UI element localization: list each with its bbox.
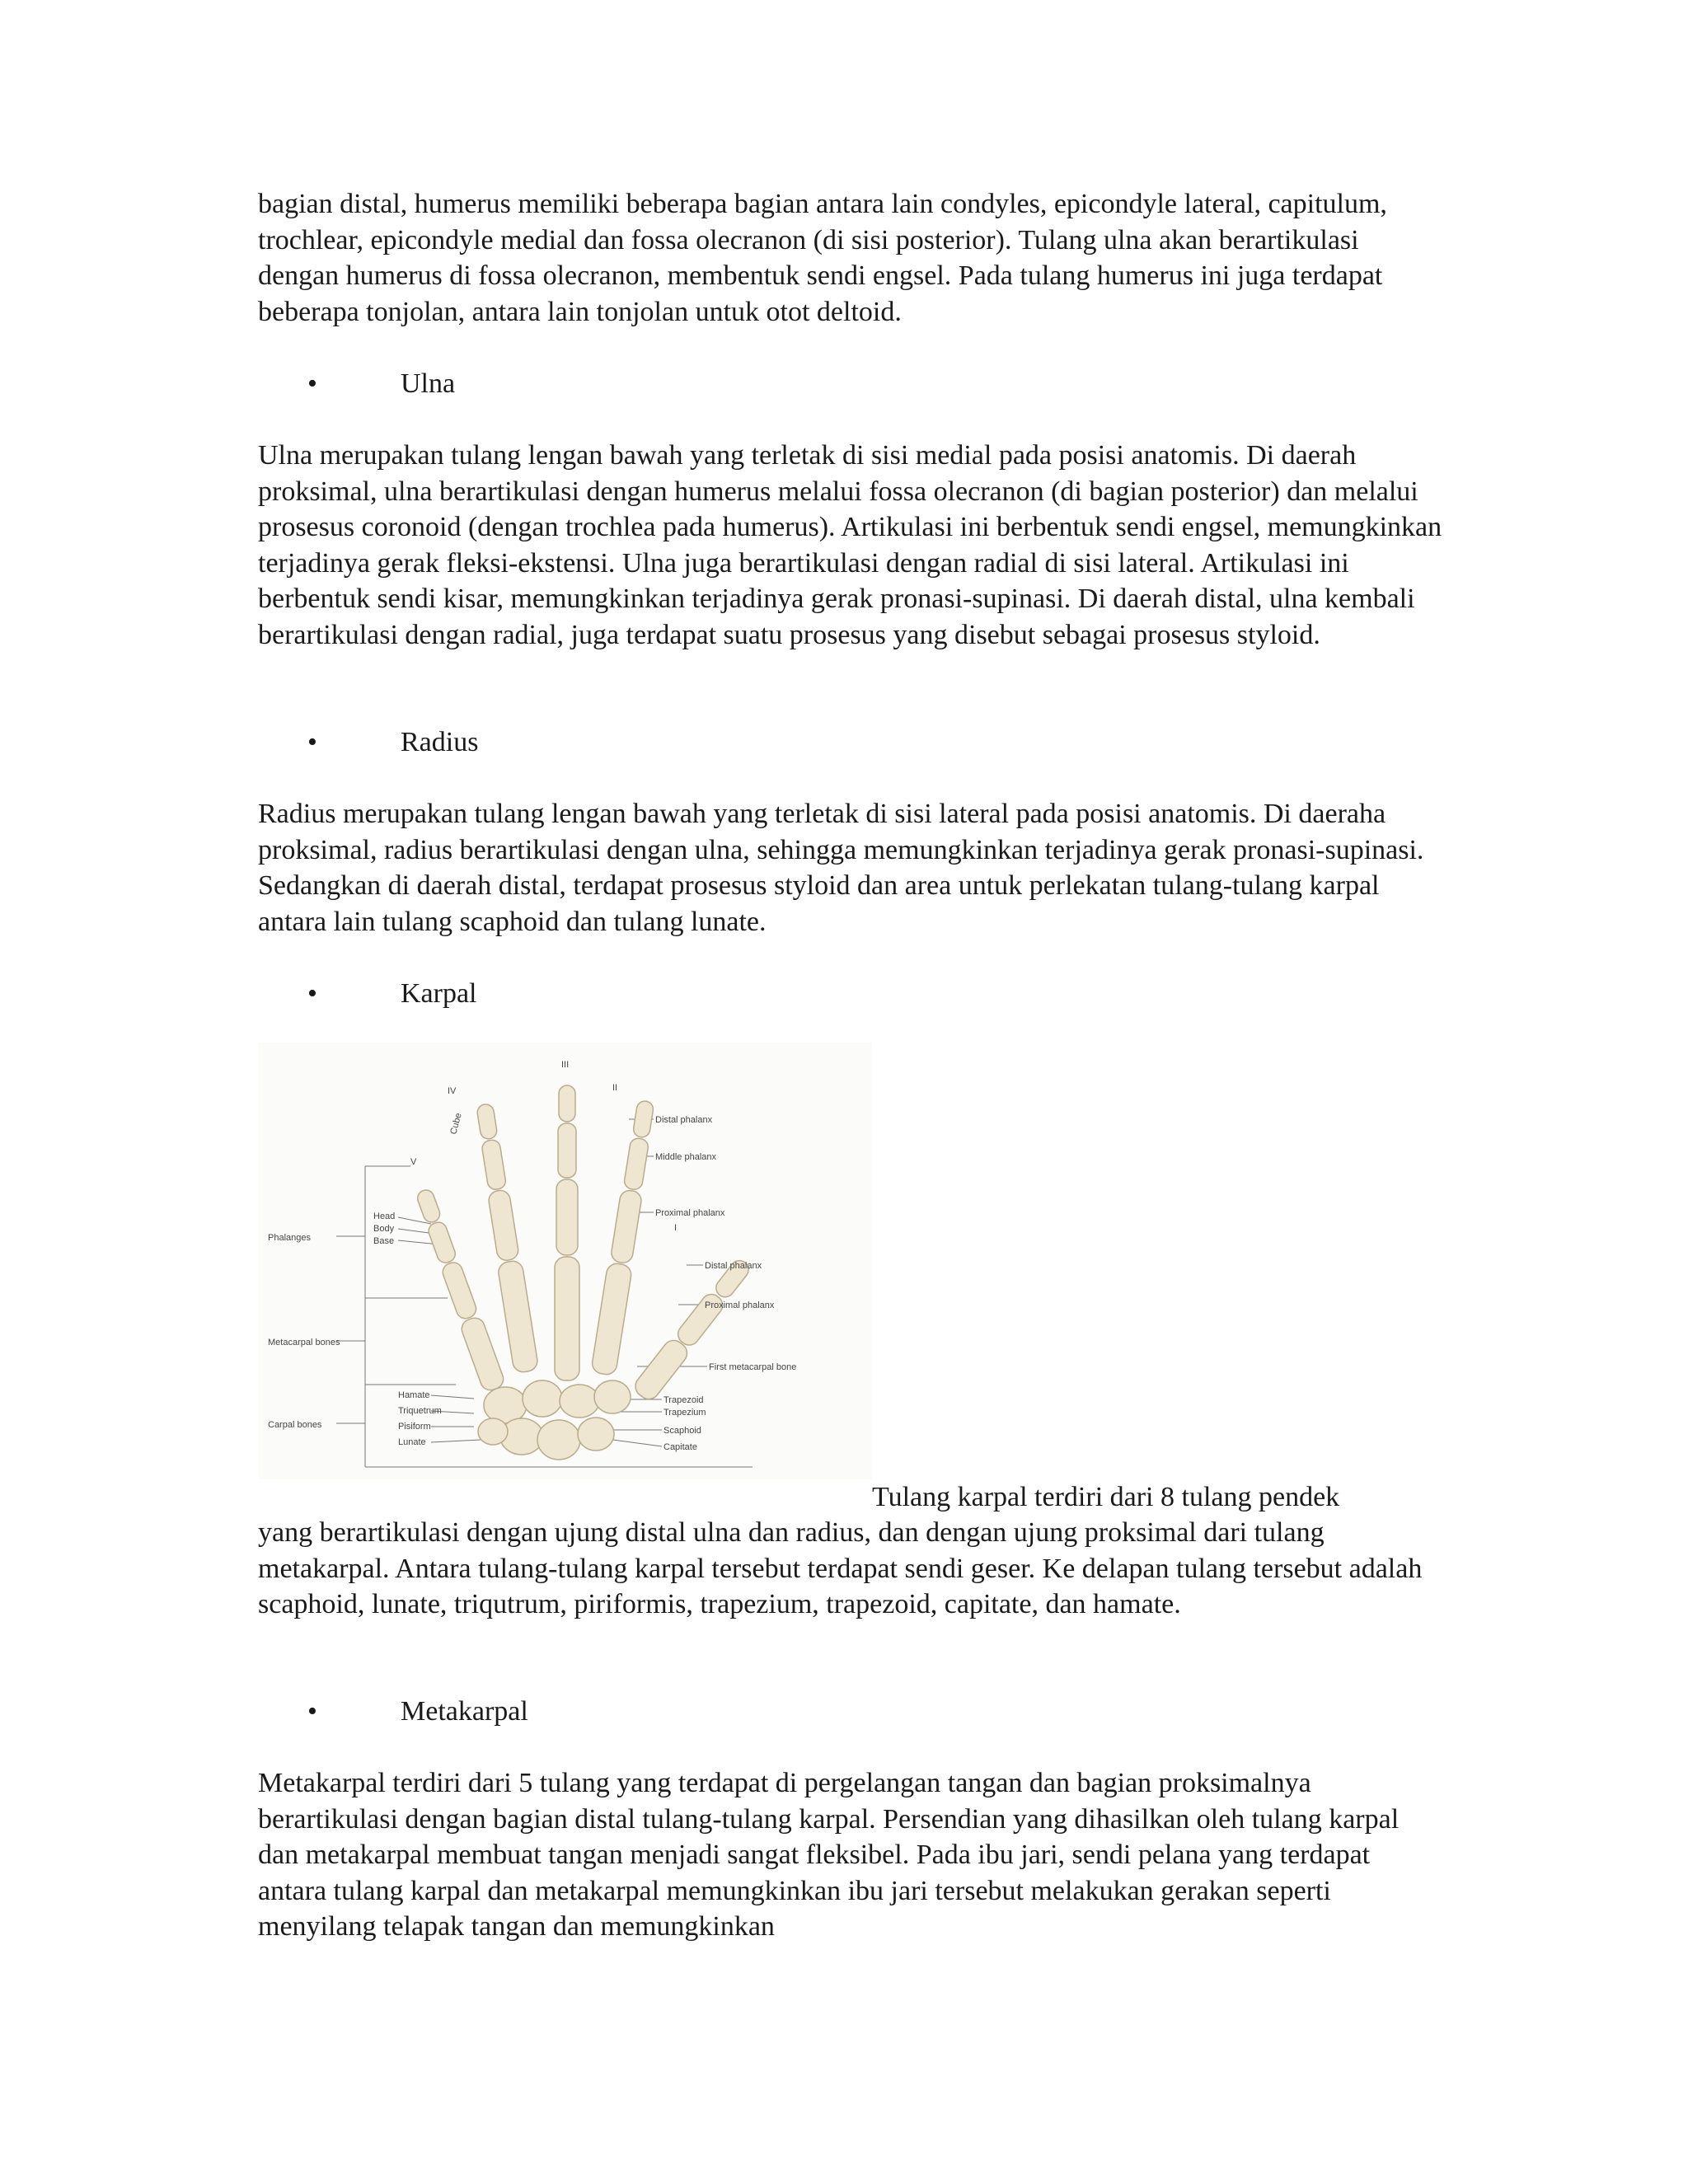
humerus-paragraph: bagian distal, humerus memiliki beberapa bagian antara lain condyles, epicondyle lateral, capitulum, trochlear, epicondyle medial dan fossa olecranon (di sisi posterior). Tulang ulna akan berartikulasi dengan humerus di fossa olecranon, membentuk sendi engsel. Pada tulang humerus ini juga terdapat beberapa tonjolan, antara lain tonjolan untuk otot deltoid. bbox=[258, 189, 1387, 327]
label-proximal-phalanx: Proximal phalanx bbox=[655, 1208, 725, 1218]
bullet-metakarpal bbox=[307, 1694, 528, 1730]
digit-label-v: V bbox=[410, 1157, 417, 1167]
label-pisiform: Pisiform bbox=[398, 1422, 431, 1432]
bullet-radius bbox=[307, 724, 478, 761]
label-thumb-distal-phalanx: Distal phalanx bbox=[705, 1261, 762, 1271]
bullet-symbol: • bbox=[307, 368, 317, 399]
label-capitate: Capitate bbox=[663, 1442, 697, 1452]
digit-label-i: I bbox=[674, 1223, 678, 1233]
label-lunate: Lunate bbox=[398, 1437, 426, 1447]
label-thumb-proximal-phalanx: Proximal phalanx bbox=[705, 1301, 775, 1310]
finger-label: Cube bbox=[448, 1112, 464, 1136]
bullet-label: Ulna bbox=[401, 368, 456, 399]
bullet-label: Karpal bbox=[401, 978, 477, 1009]
bullet-ulna bbox=[307, 366, 455, 402]
digit-label-iv: IV bbox=[448, 1086, 457, 1096]
label-phalanges: Phalanges bbox=[268, 1233, 311, 1243]
label-triquetrum: Triquetrum bbox=[398, 1406, 442, 1416]
radius-paragraph: Radius merupakan tulang lengan bawah yang terletak di sisi lateral pada posisi anatomis. Di daeraha proksimal, radius berartikulasi dengan ulna, sehingga memungkinkan terjadinya gerak pronasi-supinasi. Sedangkan di daerah distal, terdapat prosesus styloid dan area untuk perlekatan tulang-tulang karpal antara lain tulang scaphoid dan tulang lunate. bbox=[258, 799, 1424, 937]
label-trapezium: Trapezium bbox=[663, 1408, 706, 1418]
label-hamate: Hamate bbox=[398, 1390, 430, 1400]
label-body: Body bbox=[373, 1224, 395, 1234]
bullet-symbol: • bbox=[307, 727, 317, 757]
label-middle-phalanx: Middle phalanx bbox=[655, 1152, 716, 1162]
hand-bones-figure bbox=[258, 1043, 872, 1479]
label-trapezoid: Trapezoid bbox=[663, 1395, 704, 1405]
digit-label-ii: II bbox=[612, 1083, 618, 1093]
karpal-caption-start: Tulang karpal terdiri dari 8 tulang pendek bbox=[872, 1482, 1340, 1512]
label-carpal-bones: Carpal bones bbox=[268, 1420, 322, 1430]
bullet-label: Radius bbox=[401, 727, 479, 757]
metakarpal-paragraph: Metakarpal terdiri dari 5 tulang yang terdapat di pergelangan tangan dan bagian proksimalnya berartikulasi dengan bagian distal tulang-tulang karpal. Persendian yang dihasilkan oleh tulang karpal dan metakarpal membuat tangan menjadi sangat fleksibel. Pada ibu jari, sendi pelana yang terdapat antara tulang karpal dan metakarpal memungkinkan ibu jari tersebut melakukan gerakan seperti menyilang telapak tangan dan memungkinkan bbox=[258, 1768, 1400, 1942]
digit-label-iii: III bbox=[561, 1060, 570, 1070]
bullet-symbol: • bbox=[307, 1696, 317, 1727]
bullet-symbol: • bbox=[307, 978, 317, 1009]
hand-bones-illustration bbox=[258, 1043, 872, 1479]
label-base: Base bbox=[373, 1236, 395, 1246]
label-first-metacarpal: First metacarpal bone bbox=[709, 1362, 797, 1372]
ulna-paragraph: Ulna merupakan tulang lengan bawah yang terletak di sisi medial pada posisi anatomis. Di daerah proksimal, ulna berartikulasi dengan humerus melalui fossa olecranon (di bagian posterior) dan melalui prosesus coronoid (dengan trochlea pada humerus). Artikulasi ini berbentuk sendi engsel, memungkinkan terjadinya gerak fleksi-ekstensi. Ulna juga berartikulasi dengan radial di sisi lateral. Artikulasi ini berbentuk sendi kisar, memungkinkan terjadinya gerak pronasi-supinasi. Di daerah distal, ulna kembali berartikulasi dengan radial, juga terdapat suatu prosesus yang disebut sebagai prosesus styloid. bbox=[258, 440, 1442, 650]
bullet-label: Metakarpal bbox=[401, 1696, 528, 1727]
karpal-paragraph: yang berartikulasi dengan ujung distal ulna dan radius, dan dengan ujung proksimal dari tulang metakarpal. Antara tulang-tulang karpal tersebut terdapat sendi geser. Ke delapan tulang tersebut adalah scaphoid, lunate, triqutrum, piriformis, trapezium, trapezoid, capitate, dan hamate. bbox=[258, 1517, 1423, 1619]
label-head: Head bbox=[373, 1212, 396, 1221]
label-metacarpal-bones: Metacarpal bones bbox=[268, 1338, 340, 1347]
bullet-karpal bbox=[307, 976, 477, 1012]
label-distal-phalanx: Distal phalanx bbox=[655, 1115, 713, 1125]
label-scaphoid: Scaphoid bbox=[663, 1426, 701, 1436]
